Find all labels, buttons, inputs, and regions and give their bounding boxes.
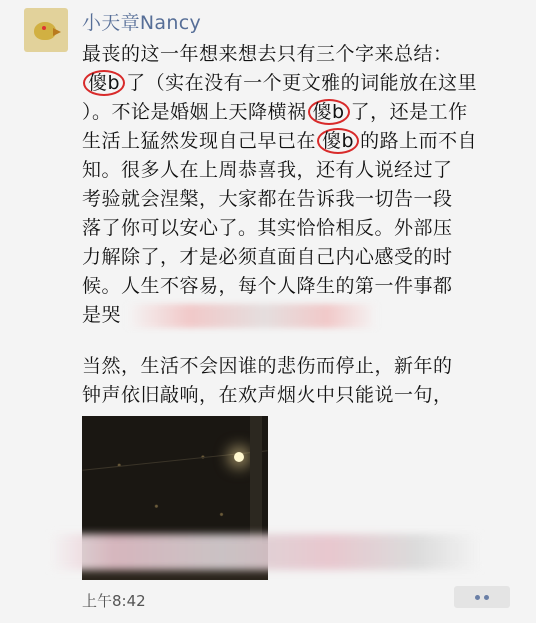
more-dots-icon: [475, 595, 480, 600]
more-dots-icon: [484, 595, 489, 600]
blurred-overlay: [50, 534, 480, 570]
bird-beak: [53, 28, 61, 36]
post-line: 最丧的这一年想来想去只有三个字来总结：: [82, 43, 453, 65]
post-line: 傻b 了（实在没有一个更文雅的词能放在这里: [82, 69, 512, 98]
highlight-circle: 傻b: [308, 99, 350, 125]
more-options-button[interactable]: [454, 586, 510, 608]
post-line: 生活上猛然发现自己早已在 傻b 的路上而不自: [82, 130, 478, 152]
post-line: 落了你可以安心了。其实恰恰相反。外部压: [82, 217, 453, 239]
post-text: [82, 40, 512, 439]
blurred-text: [127, 304, 377, 328]
post-line: 是哭: [82, 301, 512, 330]
post-line: ）。不论是婚姻上天降横祸 傻b 了，还是工作: [82, 101, 468, 123]
post-line: 知。很多人在上周恭喜我，还有人说经过了: [82, 159, 453, 181]
post-line: 当然，生活不会因谁的悲伤而停止，新年的: [82, 355, 453, 377]
post-time: 上午8:42: [82, 592, 146, 610]
highlight-circle: 傻b: [83, 70, 125, 96]
paragraph-gap: [82, 330, 512, 352]
highlight-circle: 傻b: [317, 128, 359, 154]
post-line: 钟声依旧敲响，在欢声烟火中只能说一句，: [82, 384, 453, 406]
post-line: 考验就会涅槃，大家都在告诉我一切告一段: [82, 188, 453, 210]
street-lamp: [234, 452, 244, 462]
bird-eye: [42, 26, 46, 30]
author-avatar[interactable]: [24, 8, 68, 52]
post-line: 候。人生不容易，每个人降生的第一件事都: [82, 275, 453, 297]
post-line: 力解除了，才是必须直面自己内心感受的时: [82, 246, 453, 268]
author-name[interactable]: 小天章Nancy: [82, 12, 201, 34]
